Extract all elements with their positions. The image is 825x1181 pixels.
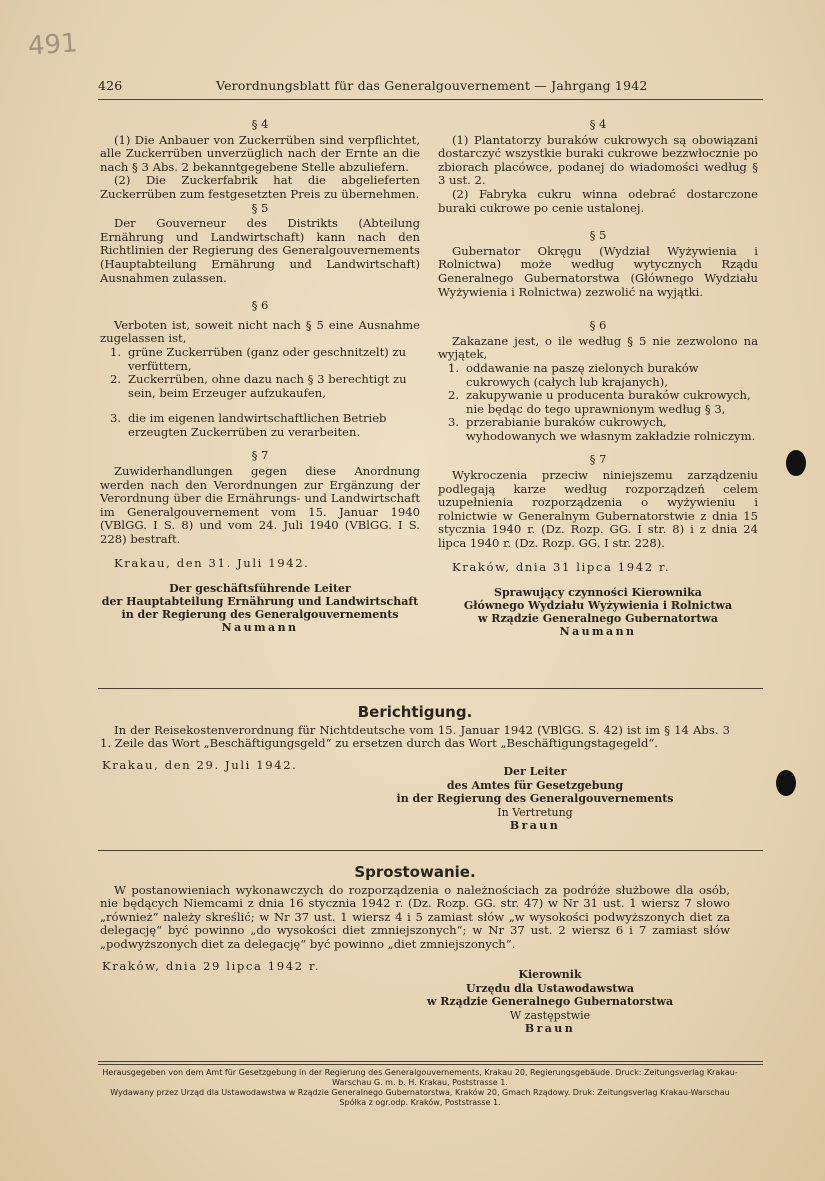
imprint-german: Herausgegeben von dem Amt für Gesetzgebung in der Regierung des Generalgouvernements, Krakau 20, Regierungsgebäude. Druck: Zeitungsverlag Krakau-Warschau G. m. b. H. Krakau, Poststrasse 1. [102, 1068, 738, 1087]
german-column [100, 118, 420, 634]
section-heading: Sprostowanie. [354, 863, 476, 881]
section-title: § 7 [251, 448, 269, 463]
paragraph: Gubernator Okręgu (Wydział Wyżywienia i Rolnictwa) może według wytycznych Rządu Generalnego Gubernatorstwa (Głównego Wydziału Wyżywienia i Rolnictwa) zezwolić na wyjątki. [438, 243, 758, 299]
place-date: Kraków, dnia 31 lipca 1942 r. [452, 559, 671, 574]
section-title: § 4 [589, 117, 607, 131]
publication-title: Verordnungsblatt für das Generalgouvernement — Jahrgang 1942 [216, 78, 648, 93]
signatory-name: Naumann [221, 621, 299, 635]
list-item: 1. grüne Zuckerrüben (ganz oder geschnitzelt) zu verfüttern, [110, 344, 407, 373]
footer-rule [98, 1064, 763, 1065]
paragraph: In der Reisekostenverordnung für Nichtdeutsche vom 15. Januar 1942 (VBlGG. S. 42) ist im § 14 Abs. 3 1. Zeile das Wort „Beschäftigungsgeld“ zu ersetzen durch das Wort „Beschäftigungstagegeld“. [100, 722, 730, 751]
paragraph: Zakazane jest, o ile według § 5 nie zezwolono na wyjątek, [438, 333, 758, 362]
berichtigung-section [100, 703, 730, 772]
place-date: Kraków, dnia 29 lipca 1942 r. [102, 958, 321, 973]
paragraph: Der Gouverneur des Distrikts (Abteilung Ernährung und Landwirtschaft) kann nach den Richtlinien der Regierung des Generalgouvernements (Hauptabteilung Ernährung und Landwirtschaft) Ausnahmen zulassen. [100, 216, 420, 285]
list-item: 2. Zuckerrüben, ohne dazu nach § 3 berechtigt zu sein, beim Erzeuger aufzukaufen, [110, 372, 407, 400]
paragraph: (2) Die Zuckerfabrik hat die abgelieferten Zuckerrüben zum festgesetzten Preis zu übernehmen. [100, 173, 420, 201]
paragraph: W postanowieniach wykonawczych do rozporządzenia o należnościach za podróże służbowe dla osób, nie będących Niemcami z dnia 16 stycznia 1942 r. (Dz. Rozp. GG. str. 47) w Nr 31 ust. 1 wiersz 7 słowo „również“ należy skreślić; w Nr 37 ust. 1 wiersz 4 i 5 zamiast słów „w wysokości podwyższonych diet za delegację“ być powinno „do wysokości diet zmniejszonych“; w Nr 37 ust. 2 wiersz 6 i 7 zamiast słów „podwyższonych diet za delegację“ być powinno „diet zmniejszonych“. [100, 882, 730, 951]
section-title: § 6 [251, 298, 269, 313]
place-date: Krakau, den 31. Juli 1942. [114, 555, 310, 570]
page-number: 426 [98, 78, 123, 93]
section-divider [98, 850, 763, 851]
list-item: 3. przerabianie buraków cukrowych, wyhodowanych we własnym zakładzie rolniczym. [448, 415, 756, 443]
section-title: § 6 [589, 318, 607, 333]
punch-hole-mark [786, 450, 806, 476]
list-item: 1. oddawanie na paszę zielonych buraków cukrowych (całych lub krajanych), [448, 360, 699, 389]
paragraph: Verboten ist, soweit nicht nach § 5 eine Ausnahme zugelassen ist, [100, 317, 420, 346]
paragraph: Wykroczenia przeciw niniejszemu zarządzeniu podlegają karze według rozporządzeń celem uzupełnienia rozporządzenia o wyżywieniu i rolnictwie w Generalnym Gubernatorstwie z dnia 15 stycznia 1940 r. (Dz. Rozp. GG. I str. 8) i z dnia 24 lipca 1940 r. (Dz. Rozp. GG. I str. 228). [438, 468, 758, 551]
signatory-name: Braun [524, 1022, 576, 1036]
section-title: § 5 [589, 228, 607, 243]
section-title: § 5 [251, 200, 269, 215]
page-header [98, 78, 763, 96]
handwritten-page-note: 491 [27, 28, 79, 62]
prohibition-list [438, 362, 758, 444]
place-date: Krakau, den 29. Juli 1942. [102, 757, 298, 772]
signature-block: Der geschäftsführende Leiter der Hauptabteilung Ernährung und Landwirtschaft in der Regierung des Generalgouvernements Naumann [101, 582, 419, 635]
footer-rule [98, 1061, 763, 1062]
imprint-polish: Wydawany przez Urząd dla Ustawodawstwa w Rządzie Generalnego Gubernatorstwa, Kraków 20, Gmach Rządowy. Druk: Zeitungsverlag Krakau-Warschau Spółka z ogr.odp. Kraków, Poststrasse 1. [110, 1088, 730, 1107]
signature-block: Der Leiter des Amtes für Gesetzgebung in der Regierung des Generalgouvernements In Vertretung Braun [380, 765, 690, 833]
section-divider [98, 688, 763, 689]
paragraph: Zuwiderhandlungen gegen diese Anordnung werden nach den Verordnungen zur Ergänzung der Verordnung über die Ernährungs- und Landwirtschaft im Generalgouvernement vom 15. Januar 1940 (VBlGG. I S. 8) und vom 24. Juli 1940 (VBlGG. I S. 228) bestraft. [100, 464, 420, 547]
list-item: 3. die im eigenen landwirtschaftlichen Betrieb erzeugten Zuckerrüben zu verarbeiten. [110, 411, 387, 439]
paragraph: (2) Fabryka cukru winna odebrać dostarczone buraki cukrowe po cenie ustalonej. [438, 186, 758, 215]
sprostowanie-section [100, 863, 730, 973]
signatory-name: Braun [509, 819, 561, 833]
paragraph: (1) Plantatorzy buraków cukrowych są obowiązani dostarczyć wszystkie buraki cukrowe bezzwłocznie po zbiorach placówce, podanej do wiadomości według § 3 ust. 2. [438, 132, 758, 188]
paragraph: (1) Die Anbauer von Zuckerrüben sind verpflichtet, alle Zuckerrüben unverzüglich nach der Ernte an die nach § 3 Abs. 2 bekanntgegebene Stelle abzuliefern. [100, 132, 420, 174]
signature-block: Kierownik Urzędu dla Ustawodawstwa w Rządzie Generalnego Gubernatorstwa W zastępstwie Braun [400, 968, 700, 1036]
prohibition-list [100, 346, 420, 440]
section-title: § 4 [251, 117, 269, 131]
signature-block: Sprawujący czynności Kierownika Głównego Wydziału Wyżywienia i Rolnictwa w Rządzie Generalnego Gubernatortwa Naumann [438, 586, 758, 638]
punch-hole-mark [776, 770, 796, 796]
section-heading: Berichtigung. [357, 703, 473, 721]
list-item: 2. zakupywanie u producenta buraków cukrowych, nie będąc do tego uprawnionym według § 3, [448, 388, 751, 416]
section-title: § 7 [589, 452, 607, 467]
header-rule [98, 99, 763, 100]
signatory-name: Naumann [559, 625, 637, 639]
polish-column [438, 118, 758, 638]
